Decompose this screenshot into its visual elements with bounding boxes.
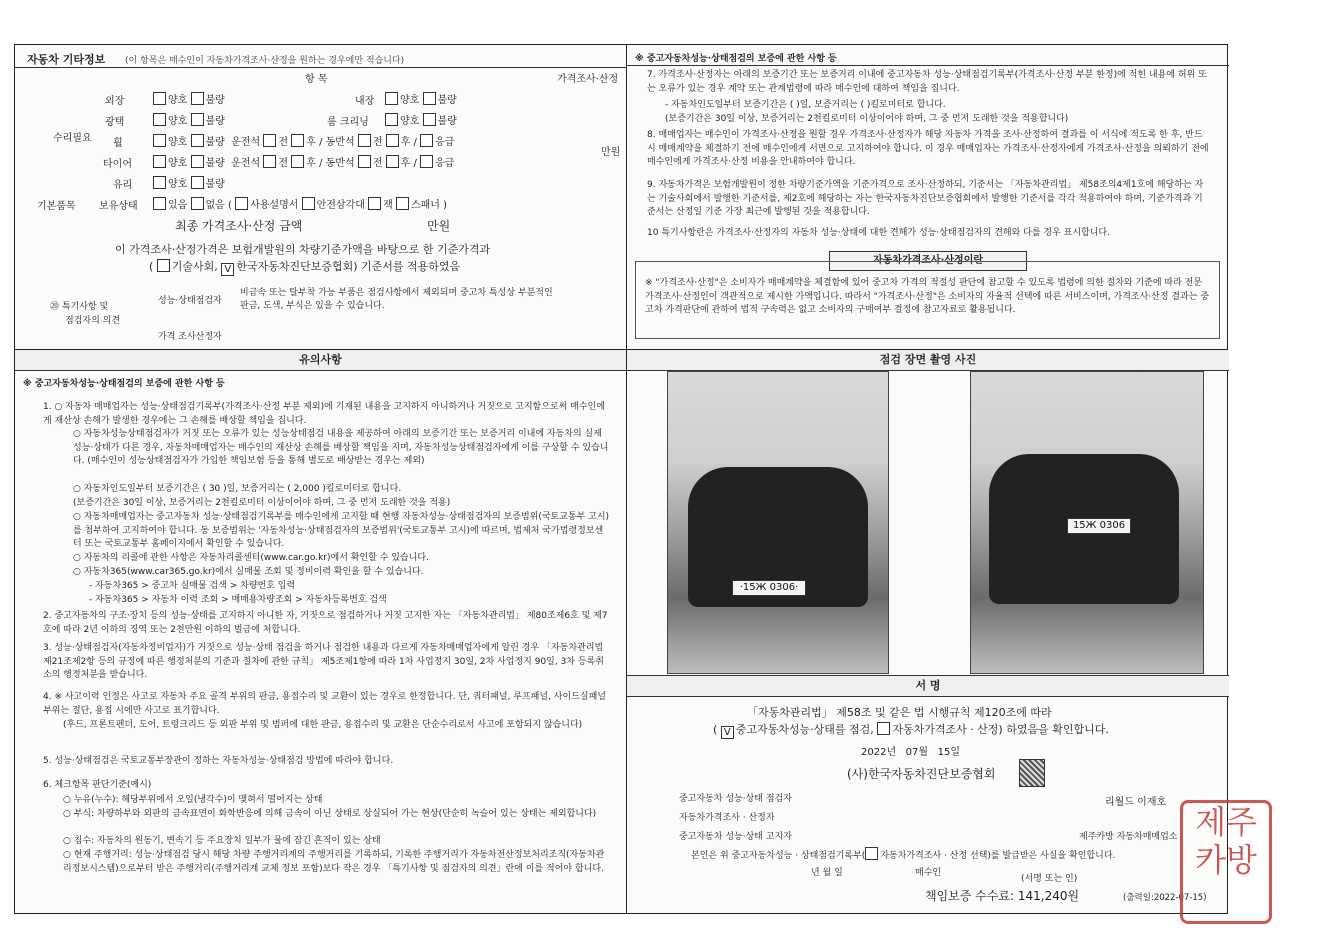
- checkbox[interactable]: [291, 134, 304, 147]
- checkbox[interactable]: [153, 134, 166, 147]
- checkbox[interactable]: [358, 155, 371, 168]
- inspector-text-2: 판금, 도색, 부식은 있을 수 있습니다.: [240, 301, 385, 311]
- clause-8: 8. 매매업자는 매수인이 가격조사·산정을 원할 경우 가격조사·산정자가 해당 자동차 가격을 조사·산정하여 결과를 이 서식에 적도록 한 후, 반드시 매매계약을 체결하기 전에 매수인에게 서면으로 고지하여야 합니다. 이 경우 매매업자는 가격조사·산정자에게 가격조사·산정을 의뢰하기 전에 매수인에게 가격조사·산정 비용을 안내하여야 합니다.: [647, 130, 1209, 167]
- print-date: (출력일:2022-07-15): [1123, 893, 1207, 903]
- glass-options[interactable]: 양호 불량: [153, 175, 225, 190]
- association-seal: [1019, 759, 1045, 787]
- buyer-label: 매수인: [915, 868, 942, 878]
- checkbox[interactable]: [420, 134, 433, 147]
- guarantee-title: ※ 중고자동차성능·상태점검의 보증에 관한 사항 등: [635, 54, 837, 64]
- exterior-label: 외장: [105, 96, 125, 107]
- checkbox[interactable]: [396, 197, 409, 210]
- perf-inspector-label: 중고자동차 성능·상태 점검자: [679, 794, 792, 804]
- checkbox[interactable]: [302, 197, 315, 210]
- checkbox[interactable]: [358, 134, 371, 147]
- clause-7: 7. 가격조사·산정자는 아래의 보증기간 또는 보증거리 이내에 중고자동차 성능·상태점검기록부(가격조사·산정 부분 한정)에 적힌 내용에 허위 또는 오류가 있는 경우 계약 또는 관계법령에 따라 매수인에 대하여 책임을 집니다.: [647, 70, 1207, 94]
- front-photo: [667, 371, 889, 674]
- checkbox[interactable]: [191, 134, 204, 147]
- dealer-stamp: 제주카방: [1180, 800, 1272, 924]
- checkbox[interactable]: V: [221, 263, 234, 276]
- checkbox[interactable]: [865, 847, 878, 860]
- final-price-won: 만원: [427, 219, 451, 233]
- sign-header: 서 명: [627, 675, 1229, 697]
- notice-5: 5. 성능·상태점검은 국토교통부장관이 정하는 자동차성능·상태점검 방법에 따라야 합니다.: [43, 756, 394, 766]
- notice-1b: ○ 자동차성능상태점검자가 거짓 또는 오류가 있는 성능상태점검 내용을 제공하여 아래의 보증기간 또는 보증거리 이내에 자동차의 실제 성능·상태가 다른 경우, 자동차매매업자는 매수인의 재산상 손해를 배상할 책임을 지며, 자동차성능상태점검자에게 이를 구상할 수 있습니다. (매수인이 성능상태점검자가 가입한 책임보험 등을 통해 별도로 배상받는 경우는 제외): [73, 429, 609, 466]
- rear-plate: 15Ж 0306: [1067, 518, 1131, 534]
- sign-hint: (서명 또는 인): [1021, 874, 1078, 884]
- notice-6a: ○ 누유(누수): 해당부위에서 오일(냉각수)이 맺혀서 떨어지는 상태: [63, 795, 323, 805]
- price-inspector-label: 자동차가격조사 · 산정자: [679, 813, 775, 823]
- notice-4b: (후드, 프론트펜더, 도어, 트렁크리드 등 외판 부위 및 범퍼에 대한 판금, 용접수리 및 교환은 단순수리로서 사고에 포함되지 않습니다): [63, 720, 583, 730]
- checkbox[interactable]: [191, 92, 204, 105]
- law-line: 「자동차관리법」 제58조 및 같은 법 시행규칙 제120조에 따라: [747, 706, 1052, 719]
- checkbox[interactable]: [420, 155, 433, 168]
- checkbox[interactable]: [263, 155, 276, 168]
- notice-2: 2. 중고자동차의 구조·장치 등의 성능·상태를 고지하지 아니한 자, 거짓으로 점검하거나 거짓 고지한 자는 「자동차관리법」 제80조제6호 및 제7호에 따라 2년 이하의 징역 또는 2천만원 이하의 벌금에 처합니다.: [43, 611, 608, 635]
- checkbox[interactable]: [153, 155, 166, 168]
- association-name: (사)한국자동차진단보증협회: [847, 767, 996, 781]
- interior-label: 내장: [355, 96, 375, 107]
- notice-1g: ○ 자동차365(www.car365.go.kr)에서 실매물 조회 및 정비이력 확인을 할 수 있습니다.: [73, 567, 424, 577]
- tire-options[interactable]: 양호 불량 운전석 전 후 / 동반석 전 후 / 응급: [153, 154, 454, 169]
- checkbox[interactable]: [153, 197, 166, 210]
- notice-1f: ○ 자동차의 리콜에 관한 사항은 자동차리콜센터(www.car.go.kr)에서 확인할 수 있습니다.: [73, 553, 429, 563]
- clause-7b: (보증기간은 30일 이상, 보증거리는 2천킬로미터 이상이어야 하며, 그 중 먼저 도래한 것을 적용합니다): [665, 114, 1069, 124]
- notice-1h: - 자동차365 > 중고차 실매물 검색 > 차량번호 입력: [89, 581, 296, 591]
- notice-title: ※ 중고자동차성능·상태점검의 보증에 관한 사항 등: [23, 379, 225, 389]
- exterior-options[interactable]: 양호 불량: [153, 91, 225, 106]
- basis-options[interactable]: ( 기술사회, V 한국자동차진단보증협회) 기준서를 적용하였음: [149, 260, 461, 275]
- checkbox[interactable]: [191, 176, 204, 189]
- vehicle-info-subtitle: (이 항목은 매수인이 자동차가격조사·산정을 원하는 경우에만 적습니다): [125, 56, 405, 66]
- notice-6d: ○ 현재 주행거리: 성능·상태점검 당시 해당 차량 주행거리계의 주행거리를 기록하되, 기록한 주행거리가 자동차전산정보처리조직(자동차관리정보시스템)으로부터 받은 주행거리(주행거리계 교체 정보 포함)보다 작은 경우 「특기사항 및 점검자의 의견」란에 이를 적어야 합니다.: [63, 850, 605, 874]
- confirm-line[interactable]: ( V 중고자동차성능·상태를 점검, 자동차가격조사 · 산정) 하였음을 확인합니다.: [713, 723, 1109, 738]
- wheel-label: 휠: [113, 138, 123, 149]
- checkbox[interactable]: [385, 113, 398, 126]
- basis-line: 이 가격조사·산정가격은 보험개발원의 차량기준가액을 바탕으로 한 기준가격과: [115, 243, 491, 256]
- definition-title: 자동차가격조사·산정이란: [829, 251, 1027, 271]
- checkbox[interactable]: [157, 259, 170, 272]
- sign-date: 2022년 07월 15일: [861, 747, 960, 758]
- special-label-1: ⑳ 특기사항 및: [50, 302, 109, 312]
- checkbox[interactable]: [191, 197, 204, 210]
- wheel-options[interactable]: 양호 불량 운전석 전 후 / 동반석 전 후 / 응급: [153, 133, 454, 148]
- owned-options[interactable]: 있음 없음 ( 사용설명서 안전삼각대 잭 스패너 ): [153, 196, 447, 211]
- checkbox[interactable]: [423, 113, 436, 126]
- perf-inspector-name: 리월드 이재호: [1105, 797, 1167, 808]
- receipt-line[interactable]: 본인은 위 중고자동차성능 · 상태점검기록부( 자동차가격조사 · 산정 선택)를 발급받은 사실을 확인합니다.: [691, 847, 1115, 861]
- notice-1e: ○ 자동차매매업자는 중고자동차 성능·상태점검기록부를 매수인에게 고지할 때 현행 자동차성능·상태점검자의 보증범위(국토교통부 고시)를 첨부하여 고지하여야 합니다. 동 보증범위는 '자동차성능·상태점검자의 보증범위'(국토교통부 고시)에 따르며, 법제처 국가법령정보센터 또는 국토교통부 홈페이지에서 확인할 수 있습니다.: [73, 512, 610, 549]
- price-header: 가격조사·산정: [557, 74, 619, 85]
- gloss-label: 광택: [105, 117, 125, 128]
- clause-10: 10 특기사항란은 가격조사·산정자의 자동차 성능·상태에 대한 견해가 성능·상태점검자의 견해와 다를 경우 표시합니다.: [647, 228, 1110, 238]
- notice-6: 6. 체크항목 판단기준(예시): [43, 780, 152, 790]
- checkbox[interactable]: [235, 197, 248, 210]
- final-price-label: 최종 가격조사·산정 금액: [175, 219, 303, 233]
- center-divider: [626, 45, 627, 913]
- basic-label: 기본품목: [37, 201, 76, 212]
- checkbox[interactable]: [385, 92, 398, 105]
- notice-1d: (보증기간은 30일 이상, 보증거리는 2천킬로미터 이상이어야 하며, 그 중 먼저 도래한 것을 적용): [73, 498, 451, 508]
- notice-6c: ○ 침수: 자동차의 원동기, 변속기 등 주요장치 일부가 물에 잠긴 흔적이 있는 상태: [63, 836, 381, 846]
- notice-6b: ○ 부식: 차량하부와 외판의 금속표면이 화학반응에 의해 금속이 아닌 상태로 상실되어 가는 현상(단순히 녹슬어 있는 상태는 제외합니다): [63, 809, 597, 819]
- room-clean-options[interactable]: 양호 불량: [385, 112, 457, 127]
- notice-4: 4. ※ 사고이력 인정은 사고로 자동차 주요 골격 부위의 판금, 용접수리 및 교환이 있는 경우로 한정합니다. 단, 쿼터패널, 루프패널, 사이드실패널 부위는 절단, 용접 시에만 사고로 표기합니다.: [43, 692, 606, 716]
- checkbox[interactable]: [153, 113, 166, 126]
- definition-text: ※ "가격조사·산정"은 소비자가 매매계약을 체결함에 있어 중고차 가격의 적절성 판단에 참고할 수 있도록 법령에 의한 절차와 기준에 따라 전문 가격조사·산정인이 객관적으로 제시한 가액입니다. 따라서 "가격조사·산정"은 소비자의 자율적 선택에 따른 서비스이며, 가격조사·산정 결과는 중고차 가격판단에 관하여 법적 구속력은 없고 소비자의 구매여부 결정에 참고자료로 활용됩니다.: [645, 278, 1210, 315]
- inspection-document: [14, 44, 1228, 914]
- gloss-options[interactable]: 양호 불량: [153, 112, 225, 127]
- row-line: [15, 67, 626, 68]
- notice-3: 3. 성능·상태점검자(자동차정비업자)가 거짓으로 성능·상태 점검을 하거나 점검한 내용과 다르게 자동차매매업자에게 알린 경우 「자동차관리법 제21조제2항 등의 규정에 따른 행정처분의 기준과 절차에 관한 규칙」 제5조제1항에 따라 1차 사업정지 30일, 2차 사업정지 90일, 3차 등록취소의 행정처분을 받습니다.: [43, 643, 604, 680]
- front-plate: ·15Ж 0306·: [732, 580, 806, 596]
- glass-label: 유리: [113, 180, 133, 191]
- rear-photo: [970, 371, 1204, 674]
- row-line: [626, 65, 1229, 66]
- inspector-text-1: 비금속 또는 탈부착 가능 부품은 점검사항에서 제외되며 중고차 특성상 부분적인: [240, 288, 553, 298]
- checkbox[interactable]: [877, 722, 890, 735]
- notice-header: 유의사항: [15, 350, 626, 371]
- notifier-label: 중고자동차 성능·상태 고지자: [679, 832, 792, 842]
- checkbox[interactable]: [191, 155, 204, 168]
- vehicle-info-title: 자동차 기타정보: [27, 53, 106, 66]
- checkbox[interactable]: [263, 134, 276, 147]
- fee-line: 책임보증 수수료: 141,240원: [925, 889, 1080, 903]
- notice-1c: ○ 자동차인도일부터 보증기간은 ( 30 )일, 보증거리는 ( 2,000 )킬로미터로 합니다.: [73, 484, 402, 494]
- clause-9: 9. 자동차가격은 보험개발원이 정한 차량기준가액을 기준가격으로 조사·산정하되, 기준서는 「자동차관리법」 제58조의4제1호에 해당하는 자는 기술사회에서 발행한 기준서를, 제2호에 해당하는 자는 한국자동차진단보증협회에서 발행한 기준서를 각각 적용하여야 하며, 기준가격과 기준서는 산정일 기준 가장 최근에 발행된 것을 적용합니다.: [647, 180, 1204, 217]
- room-clean-label: 룸 크리닝: [327, 117, 369, 128]
- dealer-name: 제주카방 자동차매매업소: [1079, 832, 1178, 842]
- receipt-date: 년 월 일: [811, 868, 843, 878]
- checkbox[interactable]: [153, 176, 166, 189]
- clause-7a: - 자동차인도일부터 보증기간은 ( )일, 보증거리는 ( )킬로미터로 합니다.: [665, 100, 946, 110]
- checkbox[interactable]: [423, 92, 436, 105]
- inspector-label: 성능·상태점검자: [158, 296, 222, 306]
- checkbox[interactable]: [291, 155, 304, 168]
- repair-label: 수리필요: [53, 133, 92, 144]
- won-label: 만원: [601, 147, 621, 158]
- notice-1: 1. ○ 자동차 매매업자는 성능·상태점검기록부(가격조사·산정 부분 제외)에 기재된 내용을 고지하지 아니하거나 거짓으로 고지함으로써 매수인에게 재산상 손해가 발생한 경우에는 그 손해를 배상할 책임을 집니다.: [43, 402, 605, 426]
- special-label-2: 점검자의 의견: [65, 316, 121, 326]
- checkbox[interactable]: V: [721, 726, 734, 739]
- interior-options[interactable]: 양호 불량: [385, 91, 457, 106]
- pricer-label: 가격 조사산정자: [158, 332, 222, 342]
- owned-label: 보유상태: [99, 201, 138, 212]
- checkbox[interactable]: [386, 155, 399, 168]
- notice-1i: - 자동차365 > 자동차 이력 조회 > 매매용차량조회 > 자동차등록번호 검색: [89, 595, 387, 605]
- item-header: 항 목: [305, 74, 328, 85]
- checkbox[interactable]: [191, 113, 204, 126]
- photo-header: 점검 장면 촬영 사진: [627, 350, 1229, 371]
- checkbox[interactable]: [386, 134, 399, 147]
- tire-label: 타이어: [103, 159, 132, 170]
- checkbox[interactable]: [368, 197, 381, 210]
- checkbox[interactable]: [153, 92, 166, 105]
